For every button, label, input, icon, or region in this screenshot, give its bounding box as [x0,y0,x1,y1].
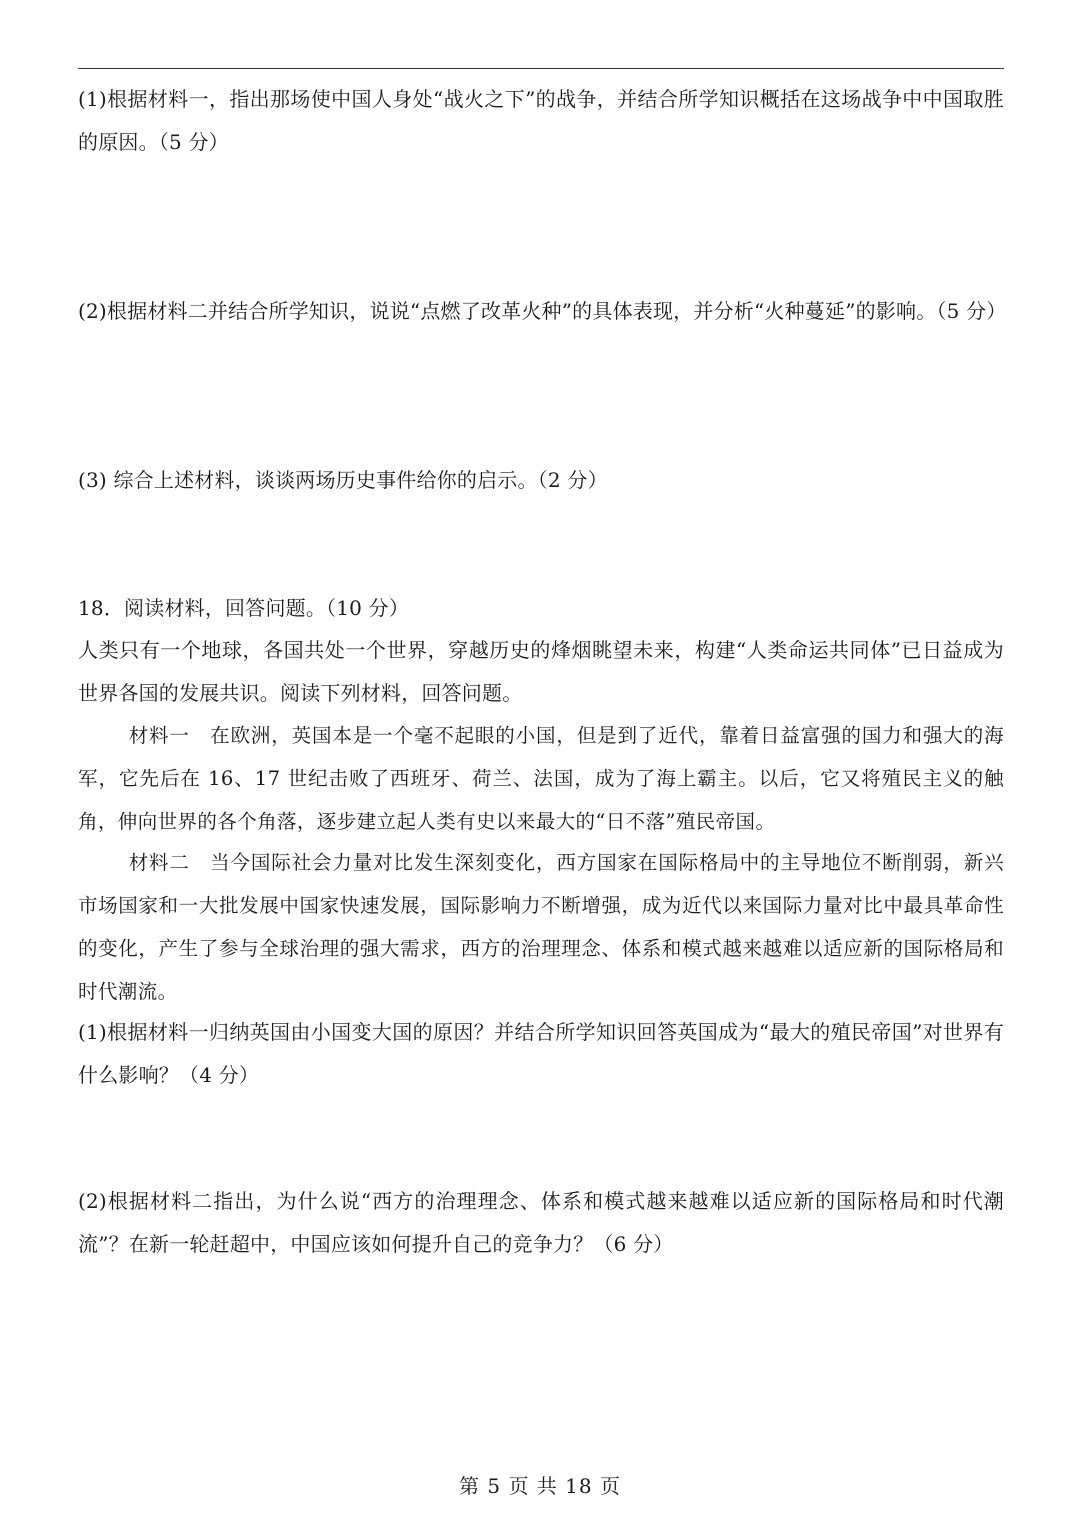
q17-part2: (2)根据材料二并结合所学知识，说说“点燃了改革火种”的具体表现，并分析“火种蔓延”的影响。（5 分） [78,299,1007,323]
q17-part3: (3) 综合上述材料，谈谈两场历史事件给你的启示。（2 分） [78,468,608,492]
q18-part2: (2)根据材料二指出，为什么说“西方的治理理念、体系和模式越来越难以适应新的国际格局和时代潮流”？在新一轮赶超中，中国应该如何提升自己的竞争力？（6 分） [78,1189,1004,1256]
header-rule [78,68,1004,69]
q17-part1: (1)根据材料一，指出那场使中国人身处“战火之下”的战争，并结合所学知识概括在这场战争中中国取胜的原因。（5 分） [78,87,1004,154]
page-number-footer: 第 5 页 共 18 页 [459,1474,621,1498]
q18-part1: (1)根据材料一归纳英国由小国变大国的原因？并结合所学知识回答英国成为“最大的殖民帝国”对世界有什么影响？（4 分） [78,1020,1004,1087]
q18-material-1: 材料一 在欧洲，英国本是一个毫不起眼的小国，但是到了近代，靠着日益富强的国力和强大的海军，它先后在 16、17 世纪击败了西班牙、荷兰、法国，成为了海上霸主。以后，它又将殖民主义的触角，伸向世界的各个角落，逐步建立起人类有史以来最大的“日不落”殖民帝国。 [78,724,1004,833]
q18-material-2: 材料二 当今国际社会力量对比发生深刻变化，西方国家在国际格局中的主导地位不断削弱，新兴市场国家和一大批发展中国家快速发展，国际影响力不断增强，成为近代以来国际力量对比中最具革命性的变化，产生了参与全球治理的强大需求，西方的治理理念、体系和模式越来越难以适应新的国际格局和时代潮流。 [78,851,1004,1003]
q18-heading: 18．阅读材料，回答问题。（10 分） [78,596,410,620]
q18-intro: 人类只有一个地球，各国共处一个世界，穿越历史的烽烟眺望未来，构建“人类命运共同体”已日益成为世界各国的发展共识。阅读下列材料，回答问题。 [78,638,1004,705]
